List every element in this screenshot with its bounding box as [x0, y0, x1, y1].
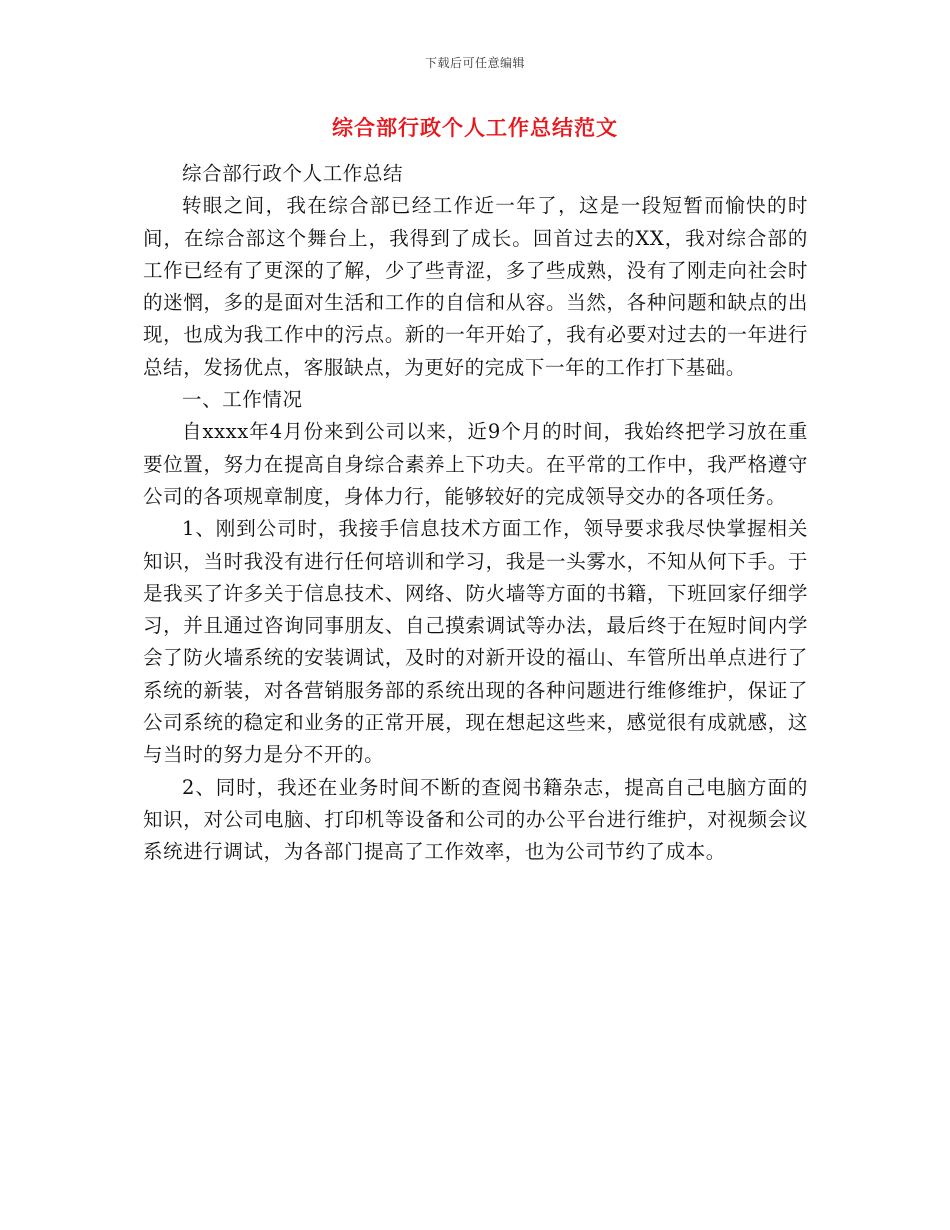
section-heading: 一、工作情况: [182, 388, 303, 412]
body-paragraph: 自xxxx年4月份来到公司以来，近9个月的时间，我始终把学习放在重要位置，努力在提高自身综合素养上下功夫。在平常的工作中，我严格遵守公司的各项规章制度，身体力行，能够较好的完成领导交办的各项任务。: [143, 420, 808, 508]
body-paragraph: 2、同时，我还在业务时间不断的查阅书籍杂志，提高自己电脑方面的知识，对公司电脑、打印机等设备和公司的办公平台进行维护，对视频会议系统进行调试，为各部门提高了工作效率，也为公司节约了成本。: [143, 775, 808, 864]
body-paragraph: 转眼之间，我在综合部已经工作近一年了，这是一段短暂而愉快的时间，在综合部这个舞台上，我得到了成长。回首过去的XX，我对综合部的工作已经有了更深的了解，少了些青涩，多了些成熟，没有了刚走向社会时的迷惘，多的是面对生活和工作的自信和从容。当然，各种问题和缺点的出现，也成为我工作中的污点。新的一年开始了，我有必要对过去的一年进行总结，发扬优点，客服缺点，为更好的完成下一年的工作打下基础。: [143, 194, 808, 379]
document-title: 综合部行政个人工作总结范文: [332, 115, 618, 140]
body-paragraph: 1、刚到公司时，我接手信息技术方面工作，领导要求我尽快掌握相关知识，当时我没有进行任何培训和学习，我是一头雾水，不知从何下手。于是我买了许多关于信息技术、网络、防火墙等方面的书籍，下班回家仔细学习，并且通过咨询同事朋友、自己摸索调试等办法，最后终于在短时间内学会了防火墙系统的安装调试，及时的对新开设的福山、车管所出单点进行了系统的新装，对各营销服务部的系统出现的各种问题进行维修维护，保证了公司系统的稳定和业务的正常开展，现在想起这些来，感觉很有成就感，这与当时的努力是分不开的。: [143, 517, 808, 767]
document-body: [143, 158, 808, 869]
header-note: 下载后可任意编辑: [424, 56, 525, 70]
subtitle-paragraph: 综合部行政个人工作总结: [182, 162, 404, 185]
